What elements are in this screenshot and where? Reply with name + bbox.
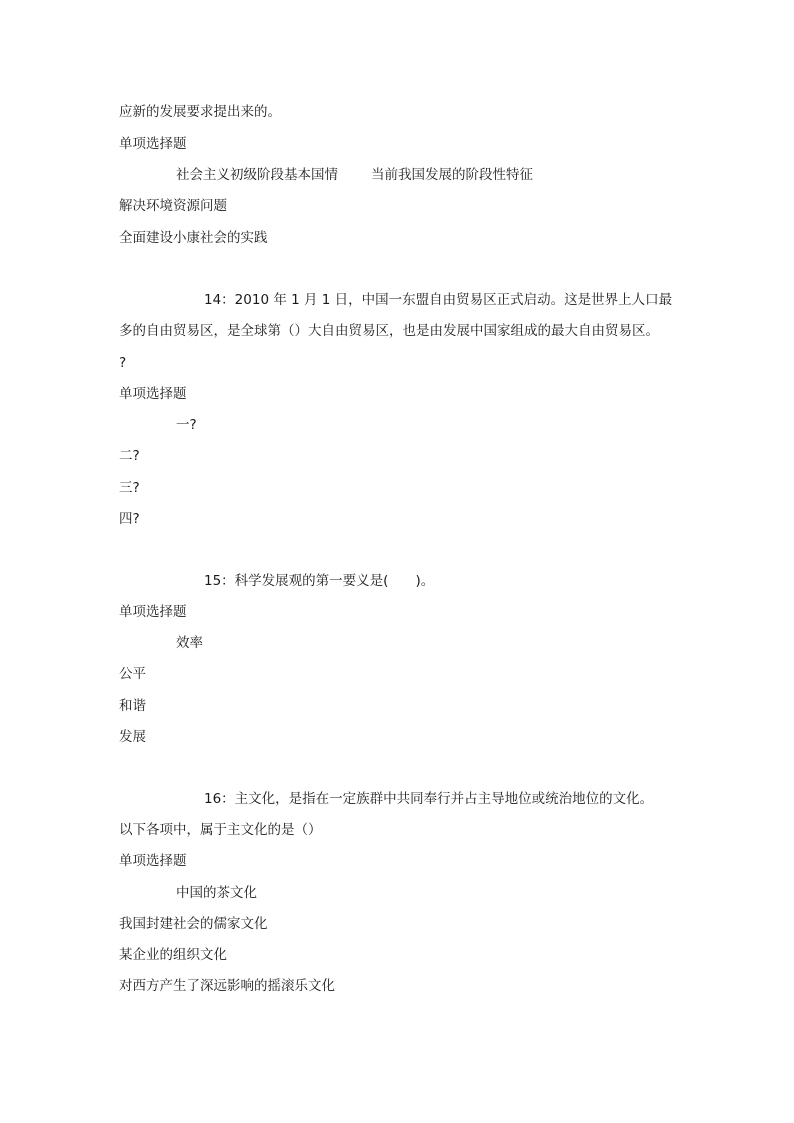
q14-option-d: 四?: [119, 511, 140, 527]
q13-question-type: 单项选择题: [119, 136, 187, 152]
q13-option-a: 社会主义初级阶段基本国情: [176, 167, 338, 183]
q13-option-b: 当前我国发展的阶段性特征: [371, 167, 533, 183]
q15-option-c: 和谐: [119, 698, 146, 714]
q15-option-b: 公平: [119, 666, 146, 682]
q13-option-d: 全面建设小康社会的实践: [119, 230, 268, 246]
q16-option-b: 我国封建社会的儒家文化: [119, 916, 268, 932]
q16-option-d: 对西方产生了深远影响的摇滚乐文化: [119, 978, 335, 994]
q15-stem-line-1: 15：科学发展观的第一要义是( )。: [204, 573, 435, 589]
q14-option-c: 三?: [119, 480, 140, 496]
q13-option-c: 解决环境资源问题: [119, 198, 227, 214]
q14-stem-line-1: 14：2010 年 1 月 1 日，中国一东盟自由贸易区正式启动。这是世界上人口最: [204, 292, 673, 308]
q14-option-a: 一?: [176, 417, 197, 433]
q14-stem-line-2: 多的自由贸易区，是全球第（）大自由贸易区，也是由发展中国家组成的最大自由贸易区。: [119, 323, 659, 339]
q13-stem-continuation: 应新的发展要求提出来的。: [119, 104, 281, 120]
q14-option-b: 二?: [119, 448, 140, 464]
q16-option-c: 某企业的组织文化: [119, 947, 227, 963]
q16-question-type: 单项选择题: [119, 853, 187, 869]
q15-option-a: 效率: [176, 635, 203, 651]
q16-option-a: 中国的茶文化: [176, 885, 257, 901]
q15-question-type: 单项选择题: [119, 604, 187, 620]
q14-question-type: 单项选择题: [119, 386, 187, 402]
q15-option-d: 发展: [119, 729, 146, 745]
q16-stem-line-1: 16：主文化，是指在一定族群中共同奉行并占主导地位或统治地位的文化。: [204, 791, 654, 807]
q14-stem-line-3: ?: [119, 355, 127, 371]
q16-stem-line-2: 以下各项中，属于主文化的是（）: [119, 822, 322, 838]
